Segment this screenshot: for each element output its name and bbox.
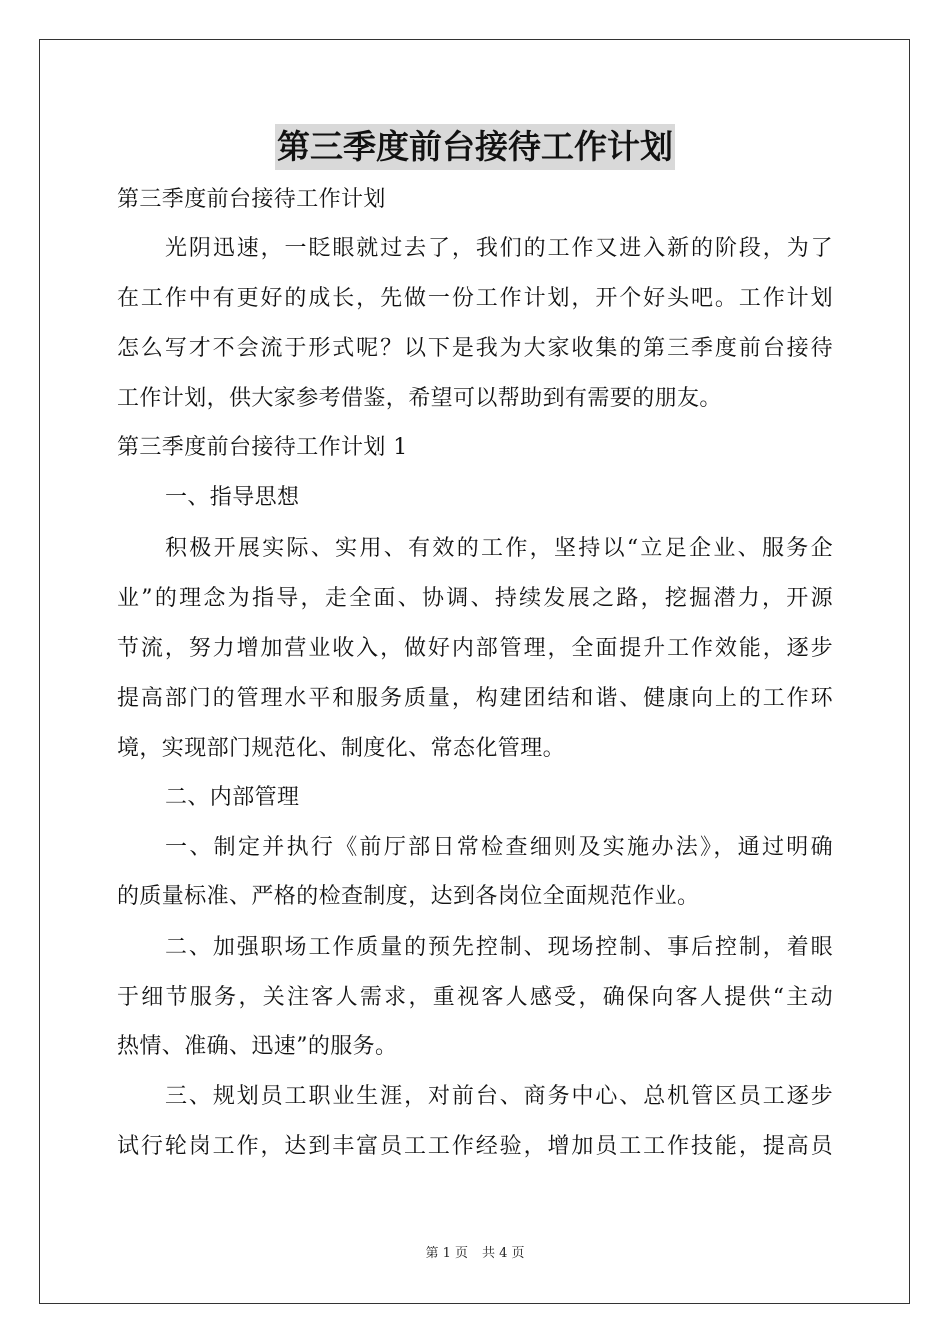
page-number: 第 1 页 (425, 1246, 468, 1261)
paragraph-line: 积极开展实际、实用、有效的工作，坚持以“立足企业、服务企 (165, 536, 833, 561)
subtitle-line: 第三季度前台接待工作计划 (117, 187, 386, 212)
paragraph-line: 提高部门的管理水平和服务质量，构建团结和谐、健康向上的工作环 (117, 686, 833, 711)
paragraph-line: 试行轮岗工作，达到丰富员工工作经验，增加员工工作技能，提高员 (117, 1134, 833, 1159)
paragraph-line: 境，实现部门规范化、制度化、常态化管理。 (117, 736, 566, 761)
page-total: 共 4 页 (482, 1246, 525, 1261)
paragraph-line: 一、制定并执行《前厅部日常检查细则及实施办法》，通过明确 (165, 835, 833, 860)
paragraph-line: 三、规划员工职业生涯，对前台、商务中心、总机管区员工逐步 (165, 1084, 833, 1109)
paragraph-line: 光阴迅速，一眨眼就过去了，我们的工作又进入新的阶段，为了 (165, 236, 833, 261)
paragraph-line: 业”的理念为指导，走全面、协调、持续发展之路，挖掘潜力，开源 (117, 586, 833, 611)
section-heading: 第三季度前台接待工作计划 1 (117, 435, 408, 460)
paragraph-line: 怎么写才不会流于形式呢？以下是我为大家收集的第三季度前台接待 (117, 336, 833, 361)
paragraph-line: 热情、准确、迅速”的服务。 (117, 1034, 398, 1059)
paragraph-line: 于细节服务，关注客人需求，重视客人感受，确保向客人提供“主动 (117, 985, 833, 1010)
subheading: 二、内部管理 (165, 785, 300, 810)
page-footer (0, 1245, 950, 1263)
page-frame (39, 39, 910, 1304)
paragraph-line: 在工作中有更好的成长，先做一份工作计划，开个好头吧。工作计划 (117, 286, 833, 311)
document-title: 第三季度前台接待工作计划 (275, 124, 675, 170)
title-container (0, 124, 950, 170)
paragraph-line: 工作计划，供大家参考借鉴，希望可以帮助到有需要的朋友。 (117, 386, 722, 411)
paragraph-line: 节流，努力增加营业收入，做好内部管理，全面提升工作效能，逐步 (117, 636, 833, 661)
paragraph-line: 二、加强职场工作质量的预先控制、现场控制、事后控制，着眼 (165, 935, 833, 960)
paragraph-line: 的质量标准、严格的检查制度，达到各岗位全面规范作业。 (117, 884, 700, 909)
subheading: 一、指导思想 (165, 485, 300, 510)
